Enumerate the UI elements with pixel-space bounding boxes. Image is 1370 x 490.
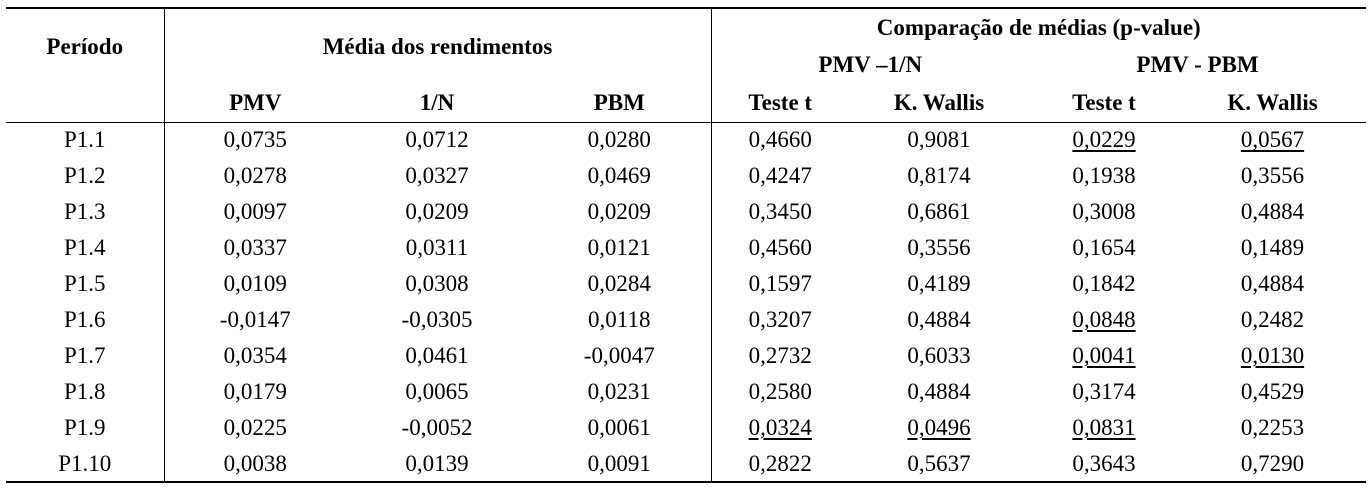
value-cell [711,302,849,338]
comparison-header: Comparação de médias (p-value) [711,8,1366,46]
value-text: 0,1489 [1240,235,1305,260]
value-text: 0,0209 [405,199,469,224]
group-b-header: PMV - PBM [1136,52,1259,77]
value-text: 0,4247 [748,163,812,188]
period-cell: P1.9 [6,410,164,446]
value-cell [1029,122,1179,158]
value-text: 0,1597 [748,271,812,296]
value-cell [164,410,346,446]
value-cell [164,302,346,338]
value-text: -0,0052 [401,415,473,440]
value-text: 0,0097 [223,199,287,224]
value-cell [1179,410,1366,446]
col-header-pmv: PMV [164,84,346,122]
value-text: 0,2580 [748,379,812,404]
value-cell [1179,122,1366,158]
value-cell [849,410,1029,446]
value-text: 0,4884 [907,379,971,404]
table-row [6,122,1366,158]
value-text: 0,3643 [1072,450,1136,476]
value-text: 0,0130 [1240,343,1305,368]
value-text: 0,3174 [1072,379,1136,404]
value-text: 0,0061 [587,415,651,440]
value-text: 0,0091 [587,450,651,476]
period-cell: P1.6 [6,302,164,338]
value-text: 0,0712 [405,127,469,153]
col-header-t-test-b: Teste t [1029,84,1179,122]
value-cell [528,266,711,302]
value-text: 0,3556 [907,235,971,260]
table-row [6,446,1366,482]
value-cell [1029,230,1179,266]
table-row [6,158,1366,194]
value-cell [346,446,528,482]
value-text: 0,4529 [1240,379,1305,404]
value-cell [849,446,1029,482]
value-text: 0,0229 [1072,127,1136,153]
col-header-1n: 1/N [346,84,528,122]
value-cell [346,230,528,266]
value-cell [849,266,1029,302]
value-cell [1179,302,1366,338]
value-cell [711,446,849,482]
value-cell [1029,158,1179,194]
value-text: 0,0308 [405,271,469,296]
value-cell [1029,446,1179,482]
table-row [6,266,1366,302]
value-text: 0,0327 [405,163,469,188]
value-text: 0,5637 [907,450,971,476]
value-cell [528,230,711,266]
value-cell [346,266,528,302]
value-text: 0,4884 [907,307,971,332]
value-cell [1029,266,1179,302]
value-cell [528,446,711,482]
col-header-kw-a: K. Wallis [849,84,1029,122]
table-row [6,302,1366,338]
value-text: 0,4189 [907,271,971,296]
value-cell [1029,338,1179,374]
value-cell [711,410,849,446]
table-body [6,122,1366,482]
value-cell [528,410,711,446]
table-row [6,230,1366,266]
value-text: -0,0305 [401,307,473,332]
period-cell: P1.5 [6,266,164,302]
value-cell [164,158,346,194]
value-text: -0,0147 [219,307,291,332]
value-cell [711,230,849,266]
value-text: 0,7290 [1240,450,1305,476]
value-cell [164,230,346,266]
value-cell [1029,302,1179,338]
value-text: 0,2732 [748,343,812,368]
value-text: 0,6033 [907,343,971,368]
period-cell: P1.2 [6,158,164,194]
value-cell [1179,374,1366,410]
value-cell [164,122,346,158]
period-cell: P1.3 [6,194,164,230]
value-text: 0,0461 [405,343,469,368]
period-cell: P1.8 [6,374,164,410]
value-cell [346,302,528,338]
value-text: 0,0567 [1240,127,1305,153]
value-text: 0,6861 [907,199,971,224]
value-cell [711,194,849,230]
period-header: Período [6,8,164,84]
value-text: 0,0284 [587,271,651,296]
table-row [6,374,1366,410]
value-cell [711,266,849,302]
value-cell [528,194,711,230]
value-cell [528,374,711,410]
value-cell [346,410,528,446]
value-text: 0,4884 [1240,199,1305,224]
period-cell: P1.10 [6,446,164,482]
value-cell [164,194,346,230]
value-cell [849,302,1029,338]
value-cell [711,338,849,374]
value-text: 0,3556 [1240,163,1305,188]
period-cell: P1.4 [6,230,164,266]
group-a-header: PMV –1/N [818,52,923,77]
period-header-spacer [6,84,164,122]
value-text: 0,1654 [1072,235,1136,260]
table-row [6,194,1366,230]
value-cell [849,374,1029,410]
value-text: 0,3008 [1072,199,1136,224]
value-cell [164,266,346,302]
value-text: 0,0831 [1072,415,1136,440]
value-cell [346,194,528,230]
value-cell [528,302,711,338]
value-text: 0,0324 [748,415,812,440]
value-text: 0,0225 [223,415,287,440]
value-text: 0,0121 [587,235,651,260]
value-text: 0,4884 [1240,271,1305,296]
value-text: -0,0047 [583,343,655,368]
value-text: 0,3450 [748,199,812,224]
value-cell [1029,194,1179,230]
value-text: 0,9081 [907,127,971,153]
value-text: 0,0065 [405,379,469,404]
col-header-kw-b: K. Wallis [1179,84,1366,122]
value-cell [346,158,528,194]
value-text: 0,0139 [405,450,469,476]
value-text: 0,0041 [1072,343,1136,368]
value-text: 0,8174 [907,163,971,188]
col-header-pbm: PBM [528,84,711,122]
value-text: 0,0848 [1072,307,1136,332]
value-text: 0,0109 [223,271,287,296]
value-cell [1179,194,1366,230]
value-text: 0,1938 [1072,163,1136,188]
value-text: 0,0278 [223,163,287,188]
value-text: 0,2253 [1240,415,1305,440]
value-text: 0,2822 [748,450,812,476]
value-cell [1179,158,1366,194]
period-cell: P1.1 [6,122,164,158]
value-cell [711,122,849,158]
value-text: 0,0496 [907,415,971,440]
value-text: 0,4660 [748,127,812,153]
value-cell [164,338,346,374]
value-text: 0,0209 [587,199,651,224]
value-text: 0,0231 [587,379,651,404]
table-row [6,338,1366,374]
returns-table [6,7,1366,483]
value-cell [528,338,711,374]
value-cell [849,194,1029,230]
value-text: 0,1842 [1072,271,1136,296]
value-cell [528,122,711,158]
value-cell [849,230,1029,266]
value-cell [346,122,528,158]
value-cell [711,158,849,194]
value-cell [711,374,849,410]
period-cell: P1.7 [6,338,164,374]
value-text: 0,0337 [223,235,287,260]
value-cell [164,374,346,410]
value-text: 0,0735 [223,127,287,153]
value-cell [1179,266,1366,302]
value-text: 0,0469 [587,163,651,188]
value-cell [849,122,1029,158]
value-text: 0,0311 [405,235,469,260]
mean-returns-header: Média dos rendimentos [164,8,711,84]
col-header-t-test-a: Teste t [711,84,849,122]
value-cell [849,338,1029,374]
value-cell [1179,230,1366,266]
value-text: 0,0280 [587,127,651,153]
value-cell [1179,446,1366,482]
value-cell [1179,338,1366,374]
value-cell [346,374,528,410]
value-cell [1029,374,1179,410]
table-row [6,410,1366,446]
value-text: 0,0179 [223,379,287,404]
value-cell [849,158,1029,194]
value-cell [164,446,346,482]
value-cell [346,338,528,374]
value-text: 0,0038 [223,450,287,476]
value-cell [1029,410,1179,446]
value-text: 0,4560 [748,235,812,260]
value-cell [528,158,711,194]
value-text: 0,2482 [1240,307,1305,332]
value-text: 0,3207 [748,307,812,332]
value-text: 0,0354 [223,343,287,368]
value-text: 0,0118 [588,307,651,332]
